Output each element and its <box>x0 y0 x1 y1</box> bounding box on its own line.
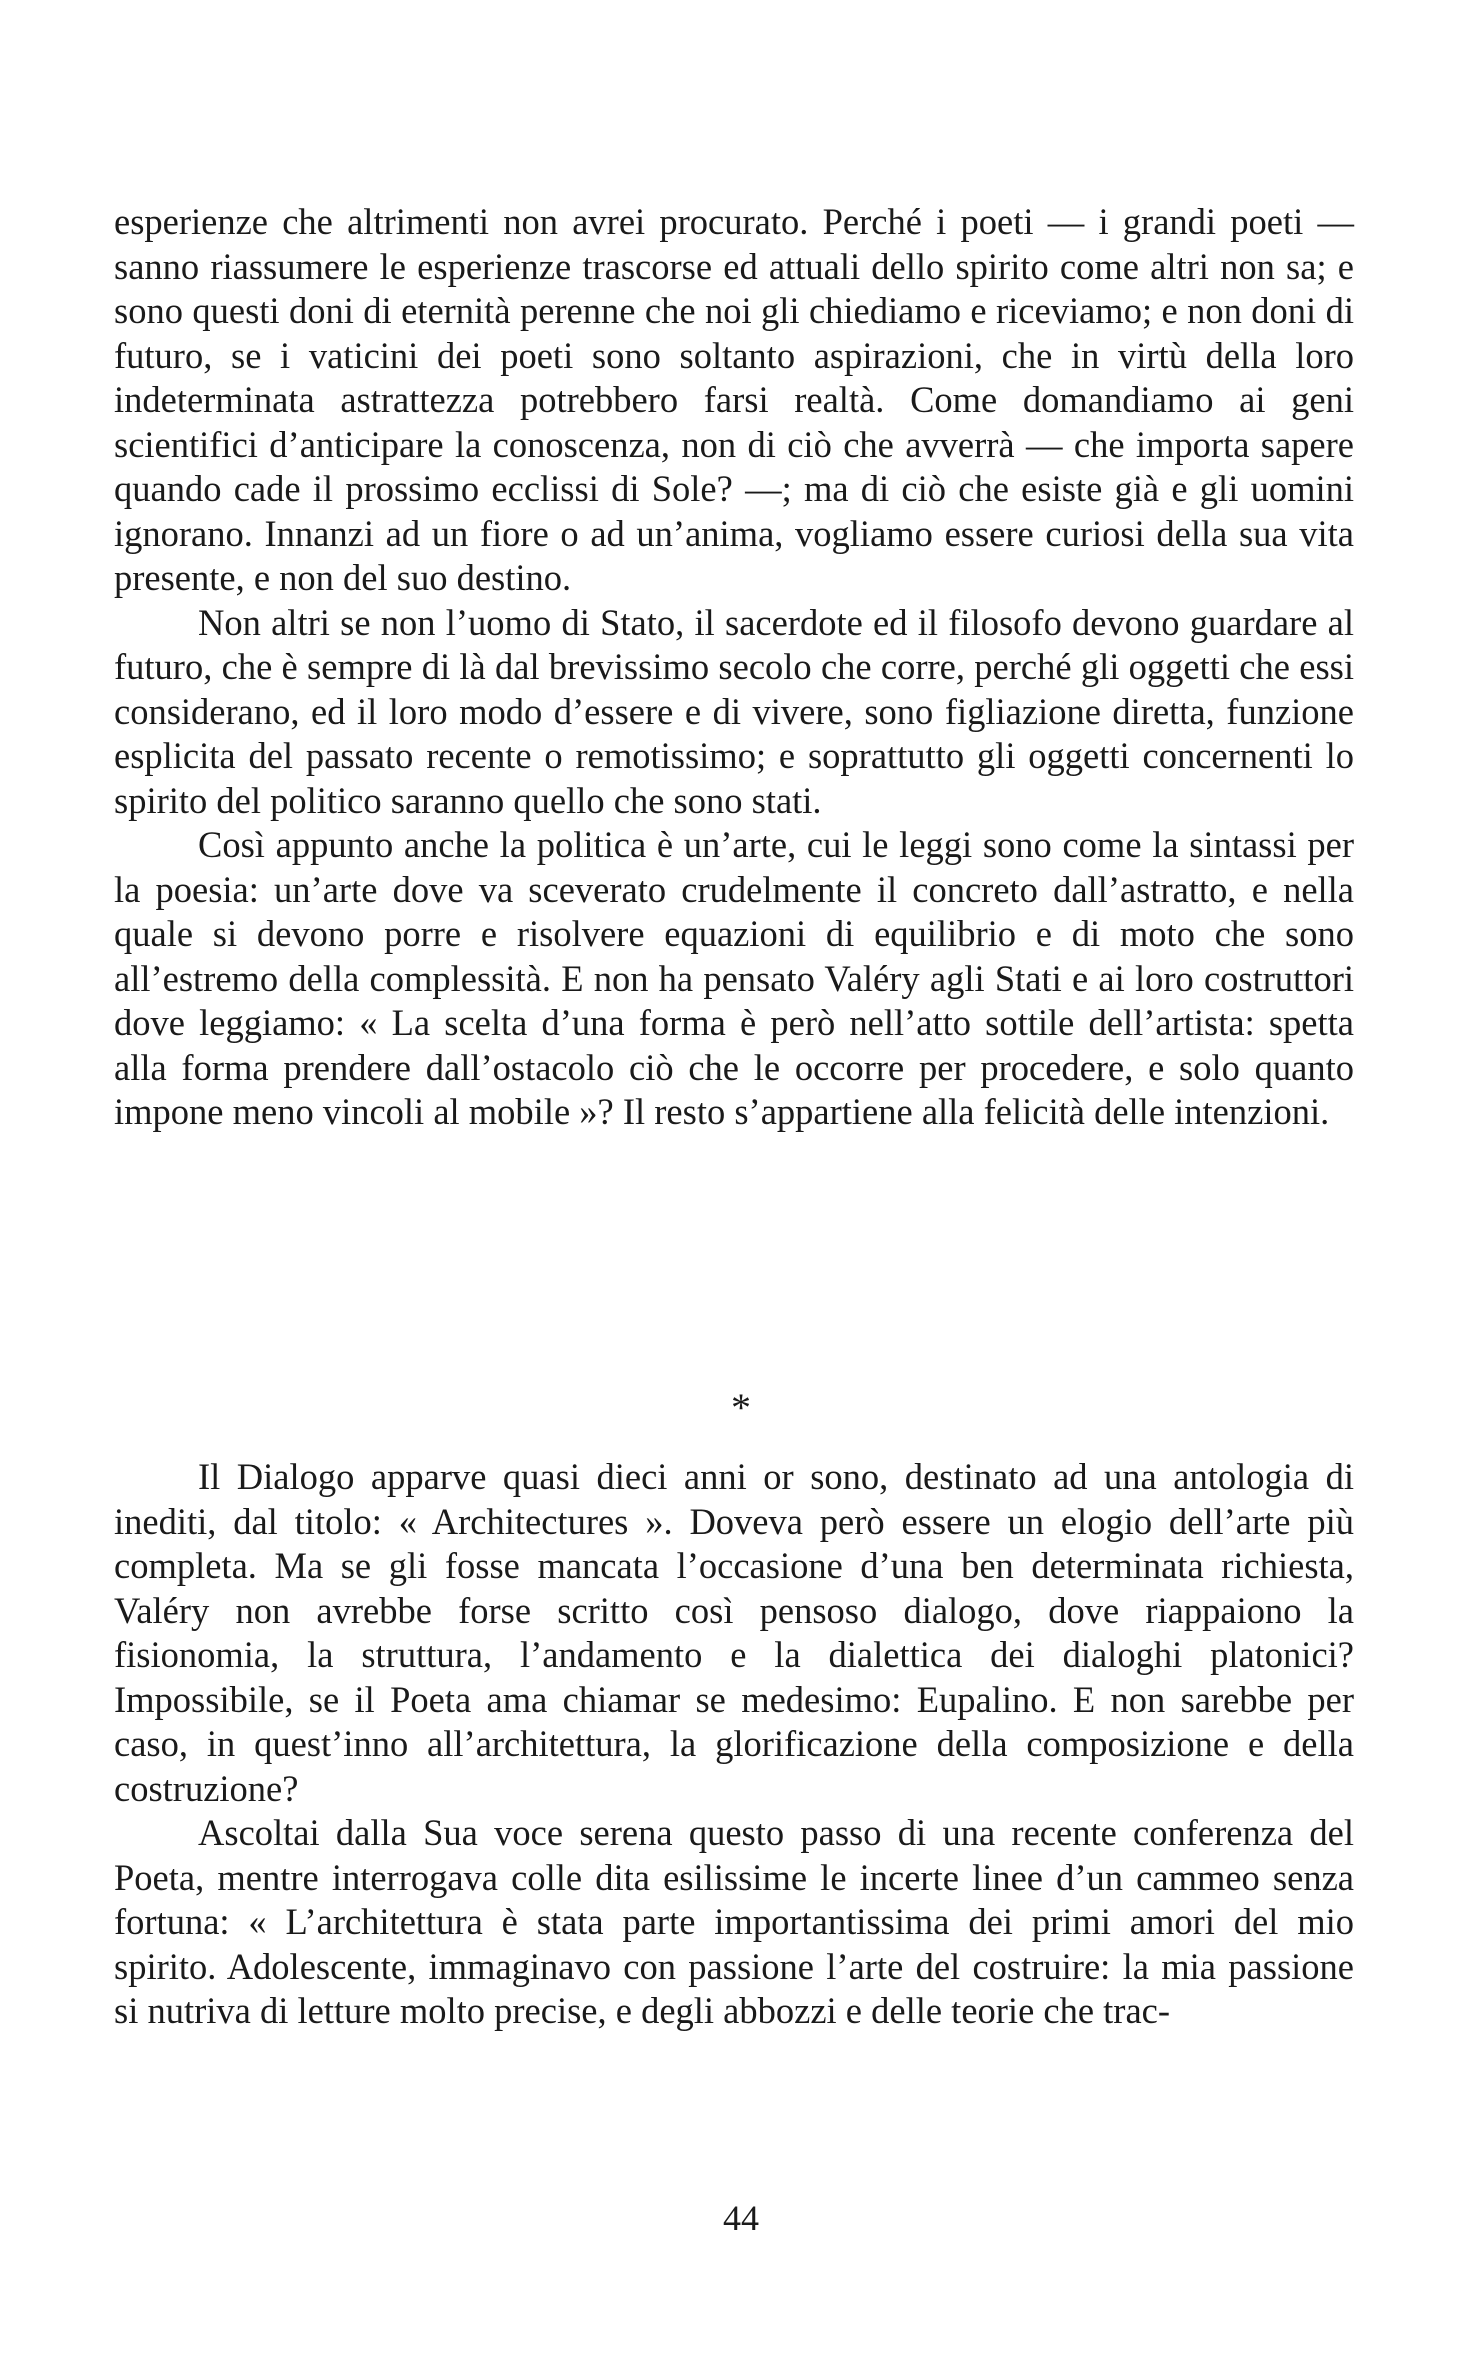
page-number: 44 <box>723 2198 759 2238</box>
paragraph: Così appunto anche la politica è un’arte, cui le leggi sono come la sintassi per la poesia: un’arte dove va sceverato crudelmente il concreto dall’astratto, e nella quale si devono porre e risolvere equazioni di equilibrio e di moto che sono all’estremo della complessità. E non ha pensato Valéry agli Stati e ai loro costruttori dove leggiamo: « La scelta d’una forma è però nell’atto sottile dell’artista: spetta alla forma prendere dall’ostacolo ciò che le occorre per procedere, e solo quanto impone meno vincoli al mobile »? Il resto s’appartiene alla felicità delle intenzioni. <box>114 824 1354 1132</box>
section-separator: * <box>731 1385 751 1430</box>
paragraph: Ascoltai dalla Sua voce serena questo passo di una recente conferenza del Poeta, mentre interrogava colle dita esilissime le incerte linee d’un cammeo senza fortuna: « L’architettura è stata parte importantissima dei primi amori del mio spirito. Adolescente, immaginavo con passione l’arte del costruire: la mia passione si nutriva di letture molto precise, e degli abbozzi e delle teorie che trac- <box>114 1812 1354 2031</box>
text-section-1 <box>114 200 1354 1135</box>
paragraph: Il Dialogo apparve quasi dieci anni or sono, destinato ad una antologia di inediti, dal titolo: « Architectures ». Doveva però essere un elogio dell’arte più completa. Ma se gli fosse mancata l’occasione d’una ben determinata richiesta, Valéry non avrebbe forse scritto così pensoso dialogo, dove riappaiono la fisionomia, la struttura, l’andamento e la dialettica dei dialoghi platonici? Impossibile, se il Poeta ama chiamar se medesimo: Eupalino. E non sarebbe per caso, in quest’inno all’architettura, la glorificazione della composizione e della costruzione? <box>114 1456 1354 1809</box>
paragraph: esperienze che altrimenti non avrei procurato. Perché i poeti — i grandi poeti — sanno riassumere le esperienze trascorse ed attuali dello spirito come altri non sa; e sono questi doni di eternità perenne che noi gli chiediamo e riceviamo; e non doni di futuro, se i vaticini dei poeti sono soltanto aspirazioni, che in virtù della loro indeterminata astrattezza potrebbero farsi realtà. Come domandiamo ai geni scientifici d’anticipare la conoscenza, non di ciò che avverrà — che importa sapere quando cade il prossimo ecclissi di Sole? —; ma di ciò che esiste già e gli uomini ignorano. Innanzi ad un fiore o ad un’anima, vogliamo essere curiosi della sua vita presente, e non del suo destino. <box>114 201 1354 598</box>
text-section-2 <box>114 1455 1354 2034</box>
paragraph: Non altri se non l’uomo di Stato, il sacerdote ed il filosofo devono guardare al futuro, che è sempre di là dal brevissimo secolo che corre, perché gli oggetti che essi considerano, ed il loro modo d’essere e di vivere, sono figliazione diretta, funzione esplicita del passato recente o remotissimo; e soprattutto gli oggetti concernenti lo spirito del politico saranno quello che sono stati. <box>114 601 1354 821</box>
